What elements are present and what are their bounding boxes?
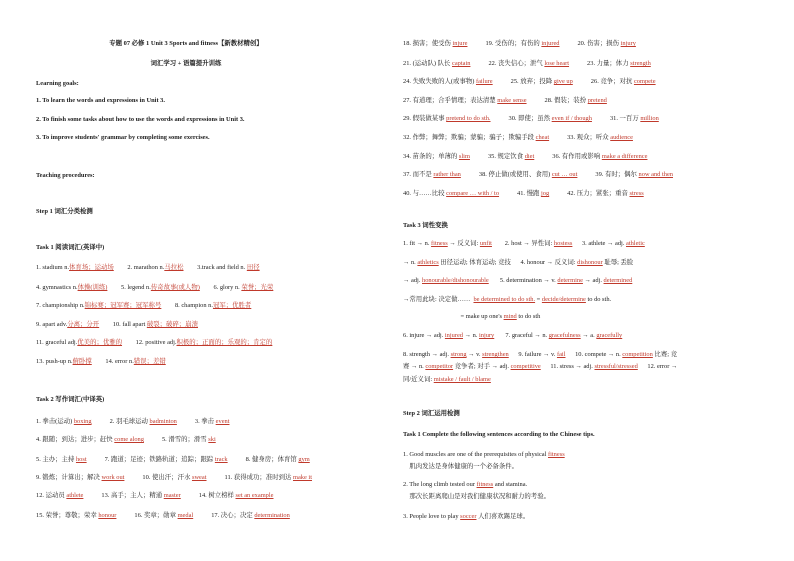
answer: make sense [497,97,527,104]
item-label: 10. 使出汗；汗水 [142,474,192,481]
t3-row-2 [403,259,633,267]
t1-row-1: 1. stadium n.体育场；运动场 2. marathon n.马拉松 3.track and field n. 田径 [36,264,260,271]
answer: 体育场；运动场 [69,264,114,271]
answer: honourable/dishonourable [422,277,489,284]
text: 12. error → [637,363,678,370]
answer: determination [254,512,290,519]
item-label: 39. 有时；偶尔 [595,171,639,178]
answer: athlete [66,492,84,499]
answer: determine [557,277,583,284]
text: → v. [466,351,483,358]
r1-row-6 [403,134,633,142]
item-label: 21. (运动队) 队长 [403,60,452,67]
task1-heading: Task 1 阅读词汇(英译中) [36,244,105,251]
t3-row-6 [403,332,622,340]
answer: compete [633,78,656,85]
t3-row-3 [403,277,632,285]
step1-heading: Step 1 词汇分类检测 [36,208,93,215]
answer: gym [298,456,310,463]
answer: 体操(训练) [77,284,108,291]
answer: fitness [476,481,494,488]
procedures-heading: Teaching procedures: [36,172,95,179]
answer: medal [177,512,194,519]
text: 2. The long climb tested our [403,481,477,488]
item-label: 15. 荣誉；尊敬；荣幸 [36,512,99,519]
text: → n. [403,259,418,266]
answer: soccer [460,513,477,520]
text: = make up one's [403,313,504,320]
text: → 反义词: [447,240,480,247]
answer: even if / though [551,115,592,122]
answer: 锦标赛；冠军赛；冠军称号 [84,302,162,309]
item-label: 20. 伤害；损伤 [577,40,621,47]
goals-heading: Learning goals: [36,80,79,87]
text: 1. fit → n. [403,240,432,247]
answer: compare … with / to [446,190,500,197]
r1-row-9 [403,190,644,198]
t3-row-7 [403,351,677,359]
text: 9. failure → v. [508,351,557,358]
answer: 分离；分开 [67,321,100,328]
text: 竞争者; 对手 → adj. [453,363,511,370]
item-label: 1. 拳击(运动) [36,418,74,425]
t1-row-4: 9. apart adv.分离；分开 10. fall apart 破裂；破碎；崩溃 [36,321,198,328]
answer: master [163,492,181,499]
item-label: 41. 慢跑 [517,190,541,197]
answer: million [640,115,659,122]
answer: be determined to do sth. [473,296,536,303]
item-label: 31. 一百万 [609,115,641,122]
answer: badminton [149,418,177,425]
t1-row-3: 7. championship n.锦标赛；冠军赛；冠军称号 8. champion n.冠军；优胜者 [36,302,252,309]
answer: cheat [535,134,550,141]
text: → a. [580,332,597,339]
text: 6. injure → adj. [403,332,445,339]
text: 1. Good muscles are one of the prerequisites of physical [403,451,548,458]
item-label: 37. 而不是 [403,171,434,178]
sentence-2 [403,463,518,471]
text: →常用此块: 决定做…… [403,296,474,303]
item-label: 2. 羽毛球运动 [109,418,150,425]
goal-3: 3. To improve students' grammar by completing some exercises. [36,134,210,141]
item-label: 4. 跟随；到达；进步；赶快 [36,436,115,443]
item-label: 40. 与……比较 [403,190,447,197]
answer: pretend [587,97,607,104]
answer: cut … out [551,171,578,178]
item-label: 27. 有道理；合乎情理；表达清楚 [403,97,498,104]
item-label: 14. 树立榜样 [198,492,236,499]
t2-row-5 [36,492,274,500]
answer: 积极的；正面的；乐观的；肯定的 [176,339,273,346]
text: 5. determination → v. [488,277,558,284]
answer: work out [101,474,125,481]
text: and stamina. [493,481,528,488]
task2-heading: Task 2 写作词汇(中译英) [36,396,105,403]
answer: decide/determine [541,296,586,303]
item-label: 32. 作弊；舞弊；欺骗；蒙骗；骗子；欺骗手段 [403,134,536,141]
goal-1: 1. To learn the words and expressions in Unit 3. [36,97,165,104]
t3-row-9 [403,376,491,384]
r1-row-3 [403,78,656,86]
item-label: 26. 竞争；对抗 [590,78,634,85]
answer: 破裂；破碎；崩溃 [146,321,198,328]
item-label: 36. 有作用或影响 [552,153,602,160]
answer: strength [630,60,651,67]
item-label: 19. 受伤的；有伤的 [485,40,542,47]
answer: 马拉松 [164,264,184,271]
answer: 错误；差错 [133,358,166,365]
item-label: 35. 规定饮食 [487,153,525,160]
text: 肌肉发达是身体健康的一个必备条件。 [403,463,519,470]
answer: athletic [626,240,645,247]
text: 比赛; 竞 [652,351,677,358]
answer: honour [98,512,117,519]
r1-row-4 [403,97,607,105]
answer: lose heart [544,60,570,67]
text: to do sth [516,313,541,320]
answer: athletics [417,259,439,266]
answer: mistake / fault / blame [433,376,491,383]
answer: fitness [431,240,448,247]
answer: competitive [510,363,541,370]
text: → n. [463,332,479,339]
t1-row-2: 4. gymnastics n.体操(训练) 5. legend n.传奇故事(或人物) 6. glory n. 荣誉；光荣 [36,284,274,291]
text: → adj. [403,277,422,284]
text: 3. People love to play [403,513,461,520]
answer: gracefulness [548,332,581,339]
item-label: 5. 主办；主持 [36,456,76,463]
item-label: 17. 决心；决定 [211,512,255,519]
answer: injured [541,40,560,47]
item-label: 33. 观众；听众 [567,134,611,141]
answer: rather than [433,171,461,178]
answer: 冠军；优胜者 [212,302,252,309]
item-label: 9. 锻炼；计算出；解决 [36,474,102,481]
answer: audience [610,134,633,141]
answer: diet [524,153,535,160]
text: 人们喜欢踢足球。 [476,513,530,520]
answer: 优美的；优雅的 [77,339,123,346]
answer: come along [114,436,144,443]
r1-row-7 [403,153,647,161]
t2-row-6 [36,512,290,520]
answer: hostess [553,240,573,247]
t1-row-5: 11. graceful adj.优美的；优雅的 12. positive adj.积极的；正面的；乐观的；肯定的 [36,339,273,346]
item-label: 28. 假装；装扮 [544,97,588,104]
answer: dishonour [577,259,603,266]
answer: injury [620,40,636,47]
text: 11. stress → adj. [540,363,595,370]
answer: competition [622,351,653,358]
answer: ski [208,436,216,443]
answer: host [75,456,87,463]
t3-row-1 [403,240,645,248]
item-label: 5. 滑雪的；滑雪 [161,436,209,443]
answer: jog [541,190,550,197]
answer: gracefully [596,332,623,339]
text: to do sth. [585,296,612,303]
answer: now and then [638,171,673,178]
item-label: 16. 奖章；勋章 [134,512,178,519]
t1-row-6: 13. push-up n.俯卧撑 14. error n.错误；差错 [36,358,166,365]
step2-task1-heading: Task 1 Complete the following sentences according to the Chinese tips. [403,431,595,438]
answer: fitness [548,451,565,458]
text: 同/近义词: [403,376,434,383]
item-label: 42. 压力；紧张；重音 [567,190,630,197]
doc-subtitle: 词汇学习 + 语篇提升训练 [150,60,222,67]
item-label: 30. 即使；虽然 [508,115,552,122]
t3-row-5 [403,313,540,321]
item-label: 38. 停止做(或使用、食用) [478,171,552,178]
t2-row-3 [36,456,310,464]
answer: injure [452,40,468,47]
answer: slim [458,153,470,160]
answer: make a difference [601,153,648,160]
sentence-5 [403,513,529,521]
r1-row-2 [403,60,651,68]
answer: competitor [425,363,454,370]
answer: fail [556,351,566,358]
item-label: 11. 获得成功；准时到达 [224,474,293,481]
answer: sweat [191,474,207,481]
item-label: 34. 苗条的；单薄的 [403,153,459,160]
answer: set an example [235,492,274,499]
answer: mind [503,313,517,320]
r1-row-8 [403,171,673,179]
text: 田径运动; 体育运动; 竞技 4. honour → 反义词: [438,259,578,266]
item-label: 12. 运动员 [36,492,67,499]
item-label: 24. 失败失败的人(或事物) [403,78,476,85]
text: → adj. [582,277,604,284]
item-label: 13. 高手；主人；精通 [101,492,164,499]
text: 那次长距离爬山是对我们健康状况和耐力的考验。 [403,493,550,500]
t2-row-1 [36,418,230,426]
task3-heading: Task 3 词性变换 [403,222,448,229]
answer: 俯卧撑 [72,358,92,365]
goal-2: 2. To finish some tasks about how to use the words and expressions in Unit 3. [36,116,245,123]
item-label: 22. 丧失信心；泄气 [488,60,545,67]
answer: injured [444,332,463,339]
r1-row-1 [403,40,636,48]
answer: stressful/stressed [594,363,638,370]
answer: give up [553,78,573,85]
answer: 田径 [246,264,260,271]
answer: pretend to do sth. [446,115,491,122]
item-label: 29. 假装做某事 [403,115,447,122]
item-label: 25. 放弃；投降 [510,78,554,85]
answer: boxing [73,418,92,425]
t2-row-2 [36,436,216,444]
answer: captain [452,60,471,67]
answer: stress [629,190,644,197]
text: 10. compete → n. [565,351,623,358]
answer: injury [478,332,495,339]
item-label: 18. 损害；使受伤 [403,40,453,47]
step2-heading: Step 2 词汇运用检测 [403,410,460,417]
text: 2. host → 异性词: [491,240,554,247]
text: 赛 → n. [403,363,426,370]
answer: track [214,456,228,463]
text: 3. athlete → adj. [572,240,626,247]
item-label: 8. 健身房；体育馆 [245,456,299,463]
text: 7. graceful → n. [494,332,549,339]
answer: make it [292,474,312,481]
answer: 传奇故事(或人物) [150,284,200,291]
sentence-1 [403,451,565,459]
answer: event [215,418,230,425]
answer: strong [450,351,467,358]
answer: strengthen [482,351,509,358]
sentence-3 [403,481,527,489]
text: = [535,296,542,303]
sentence-4 [403,493,550,501]
t3-row-8 [403,363,677,371]
item-label: 23. 力量；体力 [587,60,631,67]
answer: 荣誉；光荣 [241,284,274,291]
doc-title: 专题 07 必修 1 Unit 3 Sports and fitness【新教材精创】 [109,40,263,47]
item-label: 7. 跑道；足迹；铁路轨道；追踪；跟踪 [104,456,215,463]
item-label: 3. 拳击 [194,418,216,425]
answer: determined [603,277,633,284]
r1-row-5 [403,115,659,123]
t2-row-4 [36,474,312,482]
answer: unfit [479,240,492,247]
t3-row-4 [403,296,611,304]
answer: failure [475,78,493,85]
text: 8. strength → adj. [403,351,451,358]
text: 耻辱; 丢脸 [602,259,634,266]
